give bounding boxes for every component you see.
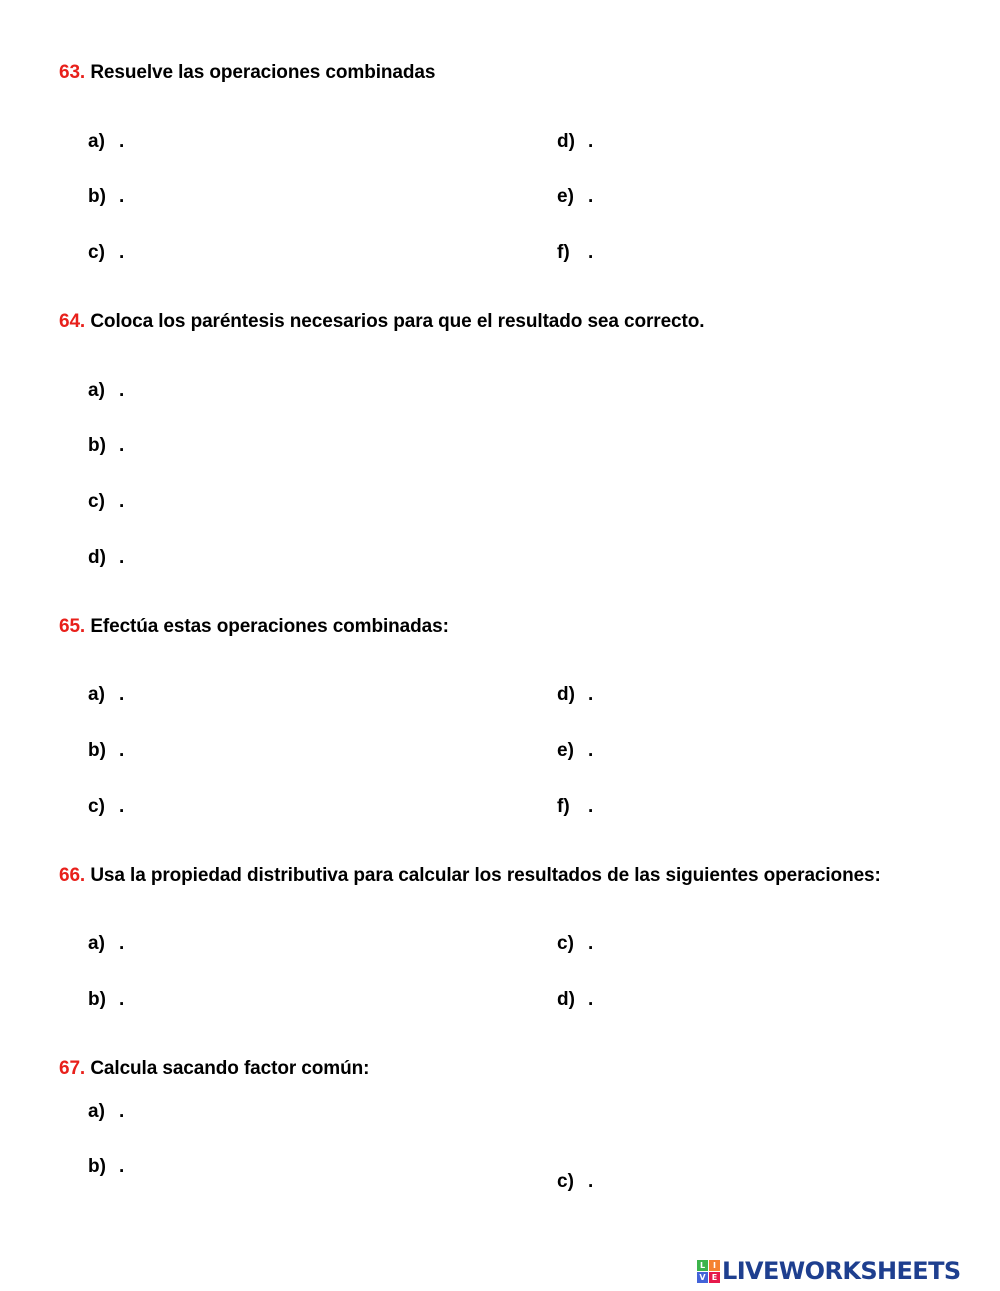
item-label: b) [88, 740, 106, 761]
item-label: a) [88, 933, 105, 954]
item-content: . [119, 380, 125, 401]
item-content: . [119, 186, 125, 207]
exercise-item[interactable] [557, 740, 593, 762]
exercise-item[interactable] [557, 684, 593, 706]
item-content: . [119, 491, 125, 512]
section-number: 63. [59, 62, 86, 83]
logo-text: LIVEWORKSHEETS [722, 1257, 961, 1285]
section-63-heading [59, 62, 435, 84]
section-number: 64. [59, 311, 86, 332]
logo-block: E [709, 1272, 720, 1283]
item-content: . [588, 684, 594, 705]
item-label: c) [557, 1171, 574, 1192]
item-content: . [588, 131, 594, 152]
item-label: b) [88, 435, 106, 456]
item-content: . [119, 1101, 125, 1122]
item-label: d) [557, 684, 575, 705]
item-content: . [119, 796, 125, 817]
item-label: a) [88, 1101, 105, 1122]
item-label: a) [88, 684, 105, 705]
item-content: . [588, 989, 594, 1010]
item-label: d) [557, 989, 575, 1010]
exercise-item[interactable] [88, 684, 124, 706]
item-label: e) [557, 186, 574, 207]
item-content: . [588, 186, 594, 207]
item-content: . [588, 933, 594, 954]
section-65-heading [59, 616, 449, 638]
item-label: b) [88, 989, 106, 1010]
exercise-item[interactable] [88, 186, 124, 208]
logo-blocks-icon [697, 1260, 720, 1283]
item-label: f) [557, 242, 570, 263]
section-title: Calcula sacando factor común: [90, 1058, 370, 1079]
item-content: . [119, 547, 125, 568]
exercise-item[interactable] [88, 1101, 124, 1123]
exercise-item[interactable] [88, 435, 124, 457]
section-66-heading [59, 865, 881, 887]
item-label: c) [557, 933, 574, 954]
section-number: 67. [59, 1058, 86, 1079]
exercise-item[interactable] [557, 1171, 593, 1193]
logo-block: L [697, 1260, 708, 1271]
exercise-item[interactable] [557, 989, 593, 1011]
exercise-item[interactable] [557, 242, 593, 264]
item-label: f) [557, 796, 570, 817]
item-content: . [588, 242, 594, 263]
section-title: Resuelve las operaciones combinadas [90, 62, 436, 83]
item-label: c) [88, 796, 105, 817]
item-content: . [119, 435, 125, 456]
item-label: c) [88, 242, 105, 263]
exercise-item[interactable] [557, 933, 593, 955]
exercise-item[interactable] [557, 796, 593, 818]
logo-block: V [697, 1272, 708, 1283]
exercise-item[interactable] [88, 242, 124, 264]
item-label: e) [557, 740, 574, 761]
item-content: . [119, 933, 125, 954]
exercise-item[interactable] [88, 933, 124, 955]
item-content: . [119, 989, 125, 1010]
exercise-item[interactable] [88, 989, 124, 1011]
liveworksheets-logo [697, 1257, 961, 1285]
item-label: c) [88, 491, 105, 512]
item-content: . [119, 131, 125, 152]
section-number: 66. [59, 865, 86, 886]
exercise-item[interactable] [557, 131, 593, 153]
item-content: . [119, 740, 125, 761]
exercise-item[interactable] [88, 131, 124, 153]
exercise-item[interactable] [88, 796, 124, 818]
logo-block: I [709, 1260, 720, 1271]
item-label: d) [88, 547, 106, 568]
section-title: Usa la propiedad distributiva para calcular los resultados de las siguientes operaciones: [90, 865, 881, 886]
exercise-item[interactable] [557, 186, 593, 208]
item-label: b) [88, 1156, 106, 1177]
section-title: Coloca los paréntesis necesarios para que el resultado sea correcto. [90, 311, 705, 332]
exercise-item[interactable] [88, 491, 124, 513]
section-67-heading [59, 1058, 369, 1080]
item-label: a) [88, 380, 105, 401]
item-content: . [119, 242, 125, 263]
section-title: Efectúa estas operaciones combinadas: [90, 616, 449, 637]
exercise-item[interactable] [88, 1156, 124, 1178]
item-label: d) [557, 131, 575, 152]
item-content: . [119, 1156, 125, 1177]
section-number: 65. [59, 616, 86, 637]
item-content: . [119, 684, 125, 705]
item-content: . [588, 1171, 594, 1192]
item-label: b) [88, 186, 106, 207]
exercise-item[interactable] [88, 740, 124, 762]
item-label: a) [88, 131, 105, 152]
exercise-item[interactable] [88, 380, 124, 402]
item-content: . [588, 740, 594, 761]
section-64-heading [59, 311, 704, 333]
item-content: . [588, 796, 594, 817]
exercise-item[interactable] [88, 547, 124, 569]
